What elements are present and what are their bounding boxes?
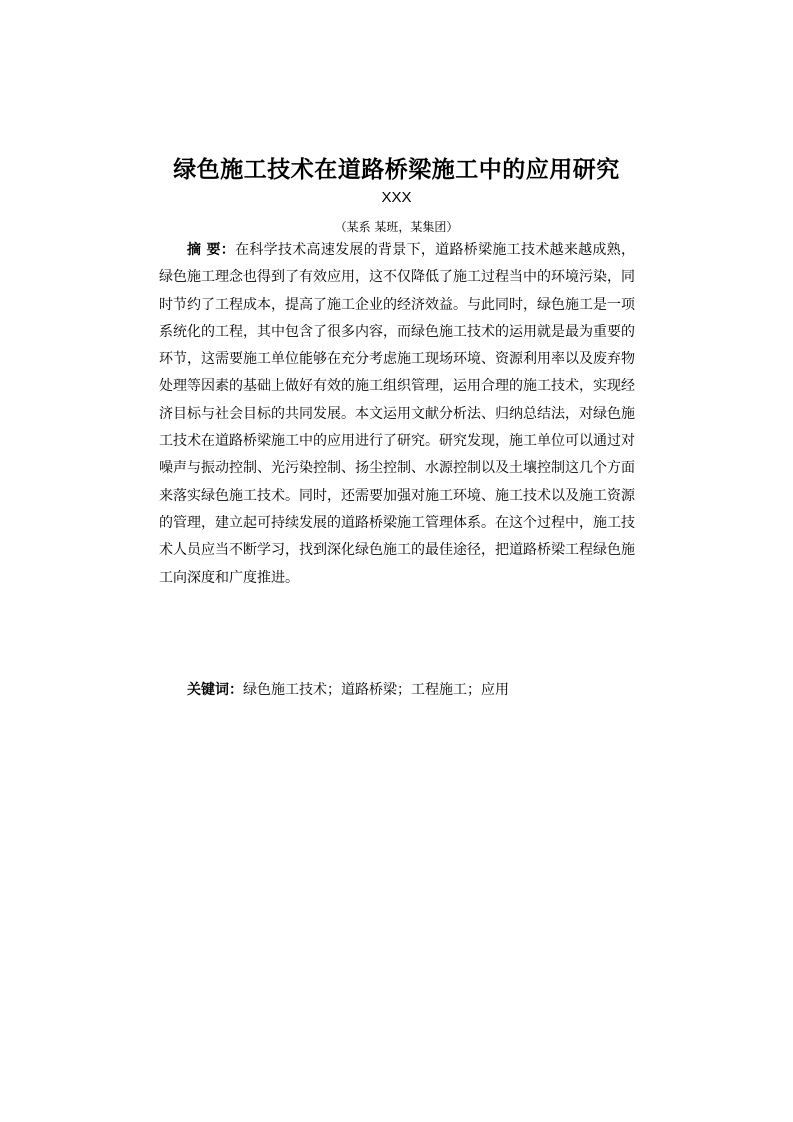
abstract-paragraph xyxy=(159,237,635,592)
keywords-paragraph xyxy=(159,677,635,704)
paper-title: 绿色施工技术在道路桥梁施工中的应用研究 xyxy=(173,157,620,183)
abstract-label: 摘 要： xyxy=(187,242,236,258)
abstract-text: 在科学技术高速发展的背景下，道路桥梁施工技术越来越成熟，绿色施工理念也得到了有效应用，这不仅降低了施工过程当中的环境污染，同时节约了工程成本，提高了施工企业的经济效益。与此同时，绿色施工是一项系统化的工程，其中包含了很多内容，而绿色施工技术的运用就是最为重要的环节，这需要施工单位能够在充分考虑施工现场环境、资源利用率以及废弃物处理等因素的基础上做好有效的施工组织管理，运用合理的施工技术，实现经济目标与社会目标的共同发展。本文运用文献分析法、归纳总结法，对绿色施工技术在道路桥梁施工中的应用进行了研究。研究发现，施工单位可以通过对噪声与振动控制、光污染控制、扬尘控制、水源控制以及土壤控制这几个方面来落实绿色施工技术。同时，还需要加强对施工环境、施工技术以及施工资源的管理，建立起可持续发展的道路桥梁施工管理体系。在这个过程中，施工技术人员应当不断学习，找到深化绿色施工的最佳途径，把道路桥梁工程绿色施工向深度和广度推进。 xyxy=(159,242,636,586)
keywords-label: 关键词： xyxy=(187,682,243,698)
author-affiliation: （某系 某班，某集团） xyxy=(334,220,459,234)
keywords-text: 绿色施工技术；道路桥梁；工程施工；应用 xyxy=(243,682,509,698)
author-name: XXX xyxy=(381,189,412,206)
